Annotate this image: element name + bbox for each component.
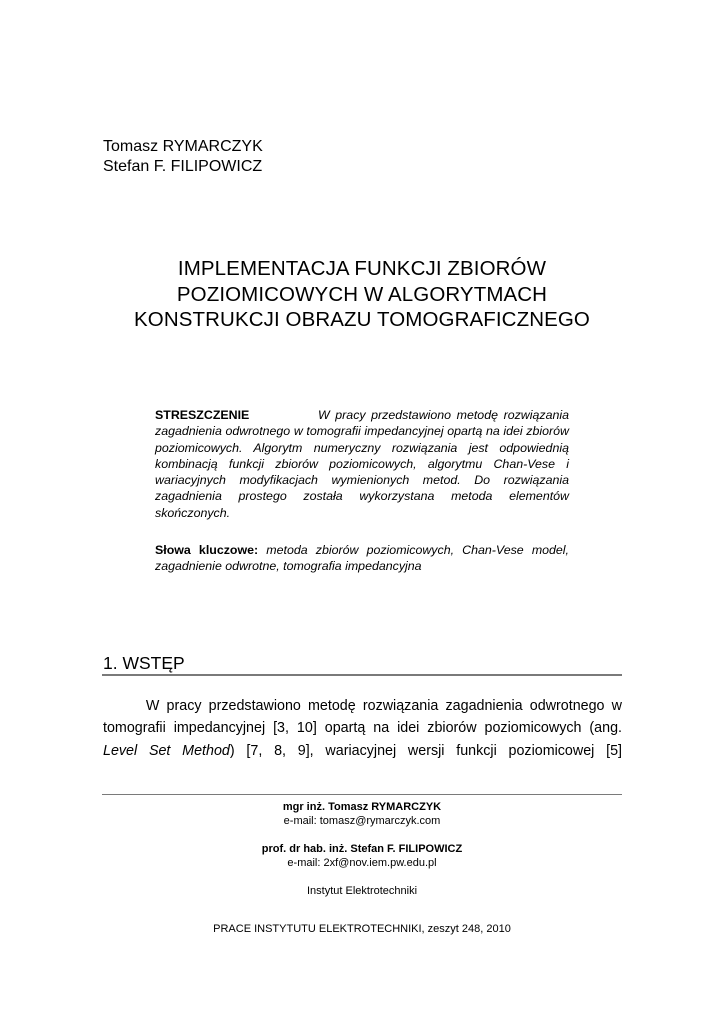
title-line: IMPLEMENTACJA FUNKCJI ZBIORÓW — [177, 257, 547, 280]
footnote-name-text: prof. dr hab. inż. Stefan F. FILIPOWICZ — [261, 843, 463, 855]
footnote-author1-name — [102, 800, 622, 814]
abstract — [155, 407, 569, 521]
footnote-name-text: mgr inż. Tomasz RYMARCZYK — [282, 801, 442, 813]
keywords-label: Słowa kluczowe: — [155, 543, 259, 557]
footnote-divider — [102, 794, 622, 795]
body-text-part: W pracy przedstawiono metodę rozwiązania zagadnienia odwrotnego w tomografii impedancyjnej [3, 10] opartą na idei zbiorów poziomicowych (ang. — [103, 698, 622, 737]
title-line: KONSTRUKCJI OBRAZU TOMOGRAFICZNEGO — [134, 308, 590, 331]
abstract-label: STRESZCZENIE — [155, 408, 250, 422]
section-heading: 1. WSTĘP — [103, 653, 185, 673]
footnote-institute: Instytut Elektrotechniki — [306, 885, 418, 897]
author-name: Stefan F. FILIPOWICZ — [103, 158, 263, 175]
journal-footer: PRACE INSTYTUTU ELEKTROTECHNIKI, zeszyt 248, 2010 — [213, 923, 511, 935]
body-paragraph — [103, 695, 622, 762]
author-list — [103, 137, 263, 177]
footnote-author1-email: e-mail: tomasz@rymarczyk.com — [283, 815, 441, 827]
keywords-text: metoda zbiorów poziomicowych, Chan-Vese model, zagadnienie odwrotne, tomografia impedancyjna — [155, 543, 570, 574]
abstract-text: W pracy przedstawiono metodę rozwiązania zagadnienia odwrotnego w tomografii impedancyjnej opartą na idei zbiorów poziomicowych. Algorytm numeryczny rozwiązania jest odpowiednią kombinacją funkcji zbiorów poziomicowych, algorytmu Chan-Vese i wariacyjnych modyfikacjach wymienionych metod. Do rozwiązania zagadnienia prostego została wykorzystana metoda elementów skończonych. — [155, 408, 569, 520]
body-text-part: ) [7, 8, 9], wariacyjnej wersji funkcji poziomicowej [5] — [229, 742, 622, 759]
footnote-author2-email: e-mail: 2xf@nov.iem.pw.edu.pl — [287, 857, 437, 869]
body-text-emphasis: Level Set Method — [103, 742, 230, 759]
paper-title — [80, 256, 644, 333]
section-divider — [102, 674, 622, 676]
title-line: POZIOMICOWYCH W ALGORYTMACH — [176, 282, 548, 306]
keywords — [155, 542, 569, 575]
author-name: Tomasz RYMARCZYK — [103, 138, 263, 155]
footnote-author2-name — [102, 842, 622, 856]
